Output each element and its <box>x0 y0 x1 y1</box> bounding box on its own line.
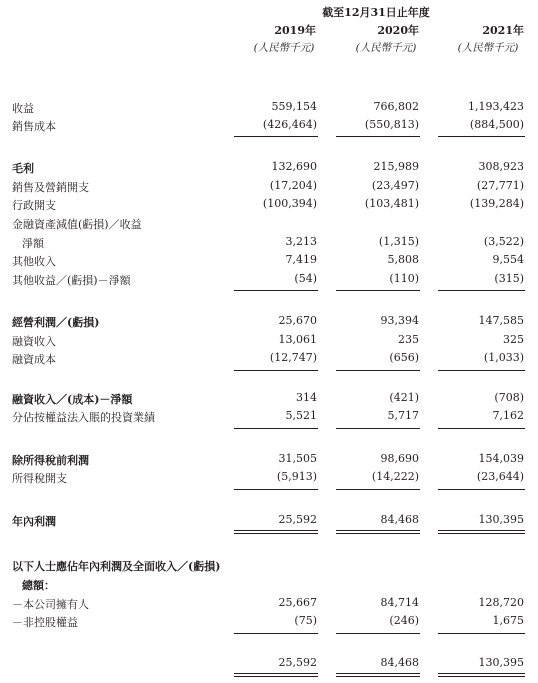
subtotal-rule <box>336 290 420 291</box>
value-2019: (54) <box>294 272 317 285</box>
total-double-rule <box>234 676 318 677</box>
value-2020: 215,989 <box>373 160 419 173</box>
total-double-rule <box>234 673 318 674</box>
row-label: 融資收入／(成本)－淨額 <box>12 393 133 406</box>
value-2020: (421) <box>389 391 419 404</box>
column-header-period: 截至12月31日止年度 <box>322 6 430 19</box>
total-double-rule <box>336 530 420 531</box>
value-2021: 1,675 <box>492 614 524 627</box>
value-2020: (103,481) <box>364 197 419 210</box>
subtotal-rule <box>234 489 318 490</box>
value-2020: 98,690 <box>380 452 419 465</box>
value-2019: 13,061 <box>278 333 317 346</box>
column-header-year-2019: 2019年 <box>274 24 316 37</box>
row-label: 融資成本 <box>12 353 56 366</box>
value-2021: 130,395 <box>478 513 524 526</box>
row-label: 淨額 <box>22 237 44 250</box>
total-double-rule <box>336 533 420 534</box>
subtotal-rule <box>438 136 525 137</box>
value-2020: (550,813) <box>364 118 419 131</box>
row-label: 所得稅開支 <box>12 472 67 485</box>
value-2021: 325 <box>503 333 524 346</box>
subtotal-rule <box>336 489 420 490</box>
value-2021: 1,193,423 <box>468 100 524 113</box>
row-label: 總額： <box>22 579 55 592</box>
row-label: 其他收益／(虧損)－淨額 <box>12 274 131 287</box>
subtotal-rule <box>234 370 318 371</box>
value-2021: 308,923 <box>478 160 524 173</box>
value-2019: 3,213 <box>285 235 317 248</box>
value-2019: (100,394) <box>262 197 317 210</box>
subtotal-rule <box>336 633 420 634</box>
subtotal-rule <box>234 136 318 137</box>
total-double-rule <box>234 533 318 534</box>
value-2021: (139,284) <box>469 197 524 210</box>
row-label: 收益 <box>12 102 34 115</box>
subtotal-rule <box>336 136 420 137</box>
value-2021: (23,644) <box>476 470 524 483</box>
total-double-rule <box>438 676 525 677</box>
value-2020: 766,802 <box>373 100 419 113</box>
total-double-rule <box>336 673 420 674</box>
column-header-year-2021: 2021年 <box>482 24 524 37</box>
value-2021: (3,522) <box>483 235 524 248</box>
row-label: 融資收入 <box>12 335 56 348</box>
row-label: －本公司擁有人 <box>12 598 89 611</box>
value-2019: 25,592 <box>278 656 317 669</box>
value-2021: (315) <box>494 272 524 285</box>
row-label: 年內利潤 <box>12 515 56 528</box>
value-2021: 128,720 <box>478 596 524 609</box>
value-2019: (17,204) <box>269 179 317 192</box>
value-2019: 5,521 <box>285 409 317 422</box>
row-label: 銷售成本 <box>12 120 56 133</box>
column-header-unit-2019: (人民幣千元) <box>253 42 315 54</box>
row-label: 以下人士應佔年內利潤及全面收入／(虧損) <box>12 560 221 573</box>
subtotal-rule <box>438 290 525 291</box>
value-2020: 5,808 <box>387 253 419 266</box>
value-2020: (23,497) <box>371 179 419 192</box>
value-2021: 147,585 <box>478 314 524 327</box>
value-2019: (5,913) <box>276 470 317 483</box>
value-2021: (1,033) <box>483 351 524 364</box>
row-label: 經營利潤／(虧損) <box>12 316 100 329</box>
value-2021: 7,162 <box>492 409 524 422</box>
value-2019: 559,154 <box>271 100 317 113</box>
value-2019: 25,667 <box>278 596 317 609</box>
value-2021: 154,039 <box>478 452 524 465</box>
value-2020: 93,394 <box>380 314 419 327</box>
row-label: 銷售及營銷開支 <box>12 181 89 194</box>
subtotal-rule <box>336 428 420 429</box>
value-2019: 132,690 <box>271 160 317 173</box>
row-label: 分佔按權益法入賬的投資業績 <box>12 411 155 424</box>
column-header-year-2020: 2020年 <box>377 24 419 37</box>
value-2021: 130,395 <box>478 656 524 669</box>
row-label: 除所得稅前利潤 <box>12 454 89 467</box>
total-double-rule <box>438 533 525 534</box>
value-2020: (1,315) <box>378 235 419 248</box>
value-2019: 31,505 <box>278 452 317 465</box>
subtotal-rule <box>438 489 525 490</box>
total-double-rule <box>438 530 525 531</box>
row-label: 金融資產減值(虧損)／收益 <box>12 218 142 231</box>
row-label: 其他收入 <box>12 255 56 268</box>
total-double-rule <box>438 673 525 674</box>
value-2021: (27,771) <box>476 179 524 192</box>
value-2019: 314 <box>296 391 317 404</box>
total-double-rule <box>234 530 318 531</box>
value-2020: 235 <box>398 333 419 346</box>
value-2019: (12,747) <box>269 351 317 364</box>
row-label: 行政開支 <box>12 199 56 212</box>
subtotal-rule <box>234 290 318 291</box>
row-label: 毛利 <box>12 162 34 175</box>
value-2020: 5,717 <box>387 409 419 422</box>
row-label: －非控股權益 <box>12 616 78 629</box>
value-2021: (708) <box>494 391 524 404</box>
value-2019: 25,670 <box>278 314 317 327</box>
subtotal-rule <box>438 428 525 429</box>
value-2019: (75) <box>294 614 317 627</box>
value-2020: 84,468 <box>380 656 419 669</box>
value-2021: (884,500) <box>469 118 524 131</box>
value-2020: 84,714 <box>380 596 419 609</box>
value-2019: 7,419 <box>285 253 317 266</box>
value-2020: (246) <box>389 614 419 627</box>
subtotal-rule <box>234 428 318 429</box>
total-double-rule <box>336 676 420 677</box>
value-2019: (426,464) <box>262 118 317 131</box>
value-2020: (14,222) <box>371 470 419 483</box>
value-2019: 25,592 <box>278 513 317 526</box>
value-2020: (110) <box>389 272 419 285</box>
value-2021: 9,554 <box>492 253 524 266</box>
value-2020: 84,468 <box>380 513 419 526</box>
subtotal-rule <box>438 633 525 634</box>
value-2020: (656) <box>389 351 419 364</box>
subtotal-rule <box>438 370 525 371</box>
column-header-unit-2021: (人民幣千元) <box>457 42 519 54</box>
column-header-unit-2020: (人民幣千元) <box>355 42 417 54</box>
subtotal-rule <box>234 633 318 634</box>
subtotal-rule <box>336 370 420 371</box>
